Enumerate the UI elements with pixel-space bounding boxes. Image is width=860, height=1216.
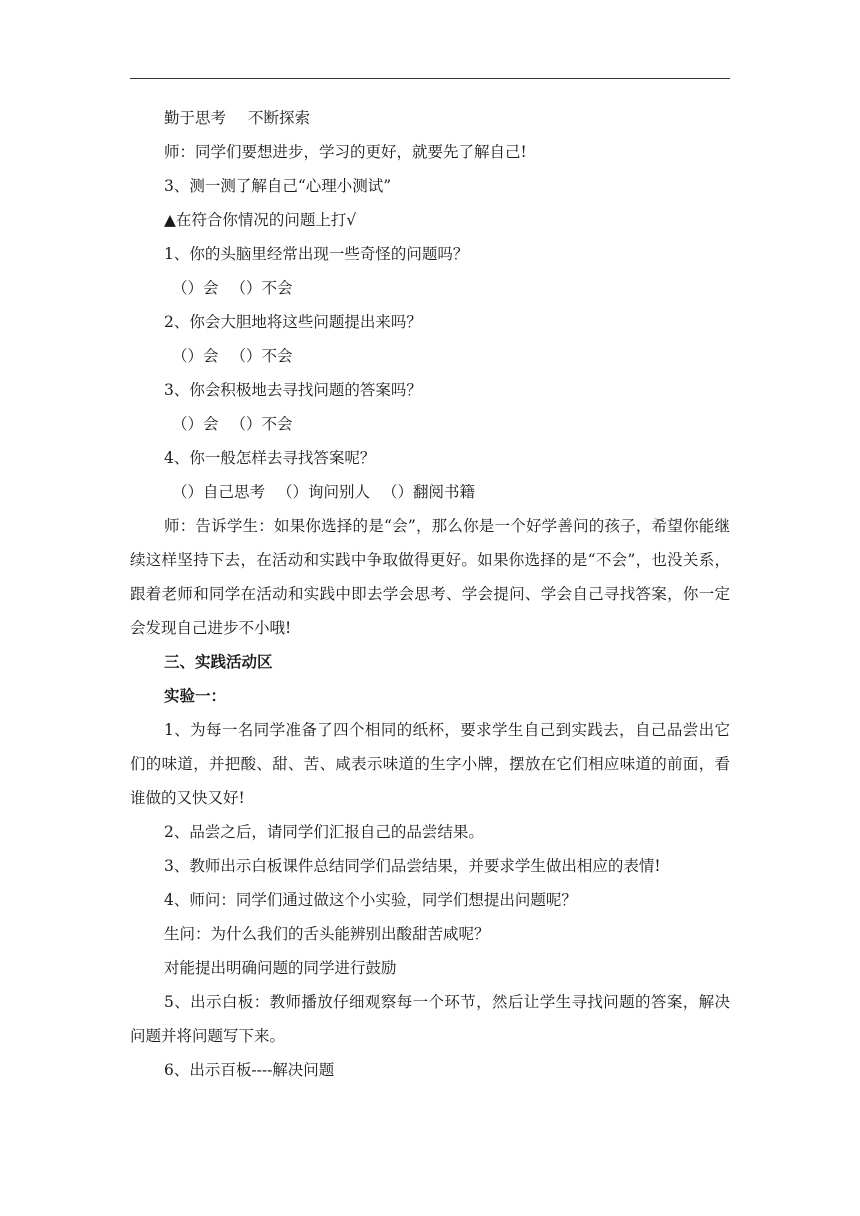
experiment-step-3: 3、教师出示白板课件总结同学们品尝结果，并要求学生做出相应的表情! bbox=[164, 857, 661, 875]
teacher-intro-line: 师：同学们要想进步，学习的更好，就要先了解自己! bbox=[164, 143, 527, 161]
option-buhui: （）不会 bbox=[230, 347, 293, 365]
quiz-options-4 bbox=[130, 475, 730, 509]
quiz-question-4: 4、你一般怎样去寻找答案呢？ bbox=[164, 449, 376, 467]
student-question: 生问：为什么我们的舌头能辨别出酸甜苦咸呢？ bbox=[164, 925, 490, 943]
experiment-step-2: 2、品尝之后，请同学们汇报自己的品尝结果。 bbox=[164, 823, 484, 841]
experiment-step-4: 4、师问：同学们通过做这个小实验，同学们想提出问题呢？ bbox=[164, 891, 577, 909]
quiz-options-3 bbox=[130, 407, 730, 441]
quiz-question-1: 1、你的头脑里经常出现一些奇怪的问题吗？ bbox=[164, 245, 469, 263]
quiz-options-2 bbox=[130, 339, 730, 373]
option-buhui: （）不会 bbox=[230, 415, 293, 433]
option-read: （）翻阅书籍 bbox=[382, 483, 476, 501]
option-hui: （）会 bbox=[172, 279, 219, 297]
section-heading-practice: 三、实践活动区 bbox=[164, 652, 273, 671]
header-rule bbox=[130, 78, 730, 79]
quiz-question-3: 3、你会积极地去寻找问题的答案吗？ bbox=[164, 381, 422, 399]
option-think: （）自己思考 bbox=[172, 483, 266, 501]
teacher-paragraph: 师：告诉学生：如果你选择的是“会”，那么你是一个好学善问的孩子，希望你能继续这样坚持下去，在活动和实践中争取做得更好。如果你选择的是“不会”，也没关系，跟着老师和同学在活动和实践中即去学会思考、学会提问、学会自己寻找答案，你一定会发现自己进步不小哦! bbox=[130, 517, 730, 637]
option-hui: （）会 bbox=[172, 415, 219, 433]
option-ask: （）询问别人 bbox=[277, 483, 371, 501]
experiment-step-5: 5、出示白板：教师播放仔细观察每一个环节，然后让学生寻找问题的答案，解决问题并将问题写下来。 bbox=[130, 993, 730, 1045]
quiz-heading: 3、测一测了解自己“心理小测试” bbox=[164, 177, 392, 195]
experiment-step-6: 6、出示百板----解决问题 bbox=[164, 1061, 335, 1079]
motto-part-2: 不断探索 bbox=[248, 109, 311, 127]
document-body bbox=[130, 101, 730, 1087]
option-buhui: （）不会 bbox=[230, 279, 293, 297]
motto-part-1: 勤于思考 bbox=[164, 109, 227, 127]
experiment-1-heading: 实验一： bbox=[164, 686, 227, 705]
experiment-step-1: 1、为每一名同学准备了四个相同的纸杯，要求学生自己到实践去，自己品尝出它们的味道，并把酸、甜、苦、咸表示味道的生字小牌，摆放在它们相应味道的前面，看谁做的又快又好! bbox=[130, 721, 730, 807]
quiz-options-1 bbox=[130, 271, 730, 305]
option-hui: （）会 bbox=[172, 347, 219, 365]
quiz-instruction: ▲在符合你情况的问题上打√ bbox=[164, 211, 357, 229]
motto-line bbox=[130, 101, 730, 135]
quiz-question-2: 2、你会大胆地将这些问题提出来吗？ bbox=[164, 313, 422, 331]
encouragement-note: 对能提出明确问题的同学进行鼓励 bbox=[164, 959, 397, 977]
